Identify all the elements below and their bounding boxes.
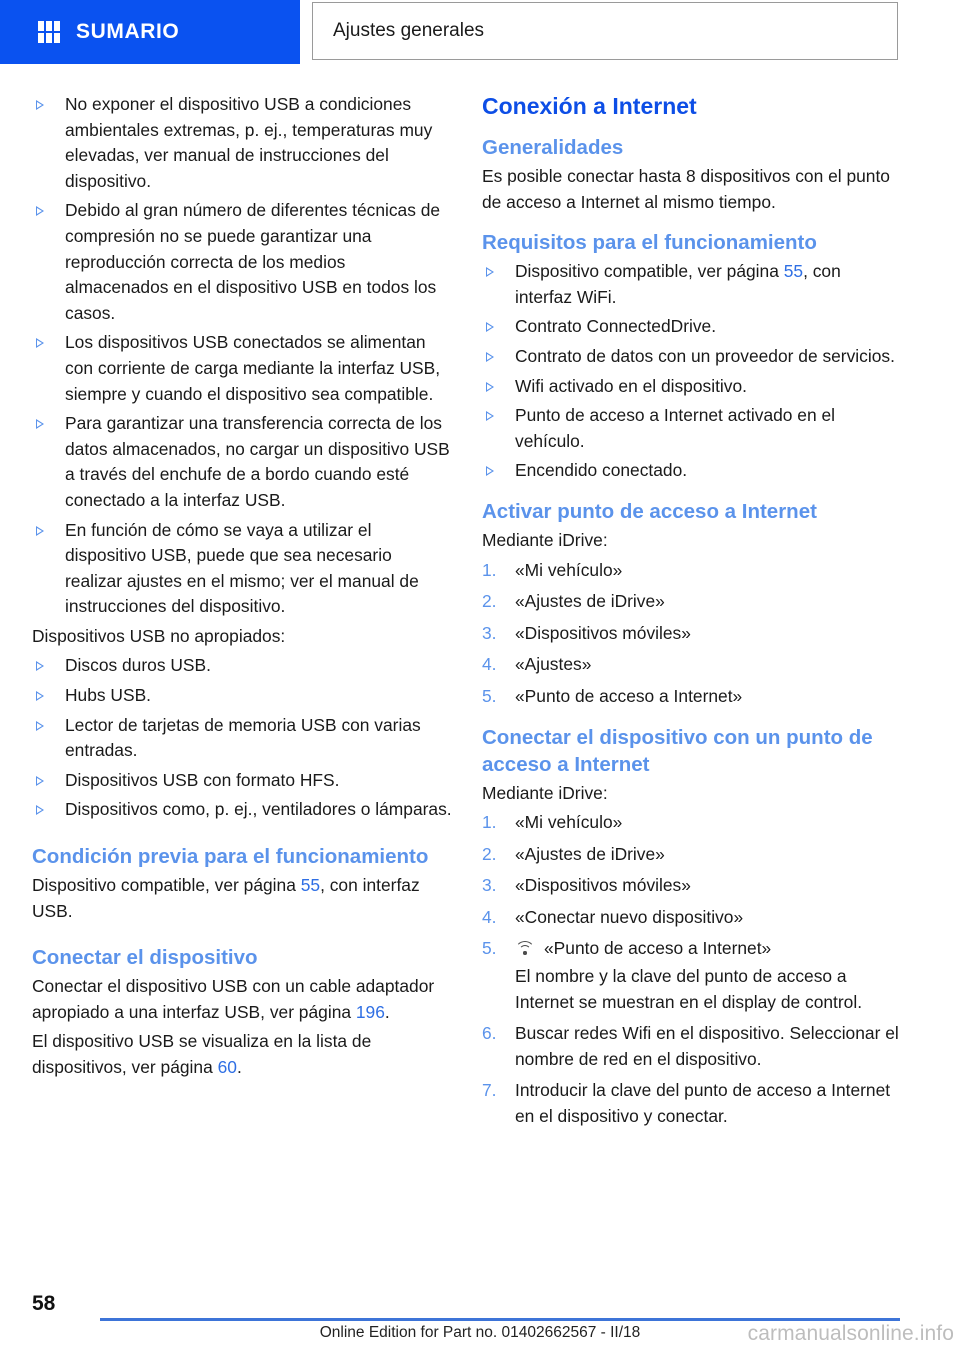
overview-paragraph: Es posible conectar hasta 8 dispositivos con el punto de acceso a Internet al mismo tiempo.: [482, 166, 890, 212]
list-item: [482, 810, 902, 836]
unsuitable-devices-list: [32, 653, 452, 823]
triangle-bullet-icon: [36, 526, 44, 536]
activate-intro: Mediante iDrive:: [482, 529, 608, 550]
list-item: [482, 259, 902, 310]
list-item: [482, 458, 902, 484]
step-number: 2.: [482, 591, 497, 612]
connect-device-paragraph: [32, 974, 452, 1025]
triangle-bullet-icon: [486, 267, 494, 277]
list-item-text: «Mi vehículo»: [515, 559, 623, 580]
list-item-text: Contrato ConnectedDrive.: [515, 316, 717, 337]
connect-device-heading: Conectar el dispositivo: [32, 946, 258, 970]
chapter-tab-label: Ajustes generales: [333, 20, 485, 41]
list-item: [482, 1078, 902, 1129]
list-item-text: Wifi activado en el dispositivo.: [515, 375, 747, 396]
usb-warning-list: [32, 92, 452, 620]
list-item: [32, 198, 452, 326]
activate-hotspot-heading: Activar punto de acceso a Internet: [482, 499, 817, 523]
wifi-icon: [515, 940, 535, 956]
list-item: [482, 558, 902, 584]
page-reference-link[interactable]: 60: [217, 1057, 237, 1077]
step-number: 1.: [482, 812, 497, 833]
step-number: 2.: [482, 843, 497, 864]
requirements-list: [482, 259, 902, 484]
list-item: [482, 652, 902, 678]
edition-note: Online Edition for Part no. 01402662567 - II/18: [319, 1324, 641, 1341]
step-number: 4.: [482, 906, 497, 927]
step-number: 4.: [482, 654, 497, 675]
list-item-text: Introducir la clave del punto de acceso a Internet en el dispositivo y conectar.: [515, 1080, 891, 1127]
list-item-text: «Ajustes»: [515, 654, 592, 675]
list-item: [482, 936, 902, 1015]
list-item-text: «Dispositivos móviles»: [515, 622, 691, 643]
step-number: 7.: [482, 1080, 497, 1101]
triangle-bullet-icon: [36, 776, 44, 786]
list-item: [32, 768, 452, 794]
pair-intro: Mediante iDrive:: [482, 782, 608, 803]
page-reference-link[interactable]: 55: [300, 875, 321, 896]
page-reference-link[interactable]: 55: [783, 261, 804, 282]
triangle-bullet-icon: [36, 691, 44, 701]
pair-steps-list: [482, 810, 902, 1130]
activate-steps-list: [482, 558, 902, 710]
summary-tab-label: SUMARIO: [76, 20, 180, 43]
list-item: [32, 92, 452, 194]
unsuitable-devices-intro: Dispositivos USB no apropiados:: [32, 625, 286, 646]
list-item-text: Discos duros USB.: [65, 655, 211, 676]
summary-tab[interactable]: [0, 0, 300, 64]
triangle-bullet-icon: [486, 466, 494, 476]
list-item: [32, 713, 452, 764]
list-item: [482, 589, 902, 615]
step-number: 5.: [482, 685, 497, 706]
right-column: [482, 92, 902, 1136]
triangle-bullet-icon: [36, 661, 44, 671]
precondition-heading: Condición previa para el funcionamiento: [32, 845, 429, 869]
list-item: [482, 684, 902, 710]
triangle-bullet-icon: [36, 100, 44, 110]
list-item-text: Encendido conectado.: [515, 460, 688, 481]
list-item-text: Debido al gran número de diferentes técnicas de compresión no se puede garantizar una reproducción correcta de los medios almacenados en el dispositivo USB en todos los casos.: [65, 200, 441, 323]
precondition-text-b: , con interfaz USB.: [32, 875, 420, 921]
watermark: carmanualsonline.info: [747, 1322, 954, 1345]
triangle-bullet-icon: [36, 805, 44, 815]
page-header: [0, 0, 960, 64]
list-item: [482, 403, 902, 454]
triangle-bullet-icon: [36, 419, 44, 429]
list-item: [32, 518, 452, 620]
list-item-text: «Dispositivos móviles»: [515, 875, 691, 896]
list-item: [482, 374, 902, 400]
left-column: [32, 92, 452, 1085]
list-item: [32, 683, 452, 709]
page-footer: [0, 1282, 960, 1362]
requirements-heading: Requisitos para el funcionamiento: [482, 231, 817, 255]
connect-text-b: .: [384, 1001, 390, 1022]
display-text-a: El dispositivo USB se visualiza en la lista de dispositivos, ver página: [32, 1031, 372, 1077]
triangle-bullet-icon: [36, 338, 44, 348]
step-number: 3.: [482, 622, 497, 643]
list-item: [482, 905, 902, 931]
requirement-text-a: Dispositivo compatible, ver página: [515, 261, 784, 282]
list-item: [32, 330, 452, 407]
list-item-text: «Conectar nuevo dispositivo»: [515, 906, 744, 927]
list-item: [482, 344, 902, 370]
list-item-text: Para garantizar una transferencia correcta de los datos almacenados, no cargar un dispositivo USB a través del enchufe de a bordo cuando esté conectado a la interfaz USB.: [65, 413, 450, 510]
triangle-bullet-icon: [486, 411, 494, 421]
list-item: [482, 621, 902, 647]
overview-heading: Generalidades: [482, 136, 624, 159]
list-item-text: Los dispositivos USB conectados se alimentan con corriente de carga mediante la interfaz USB, siempre y cuando el dispositivo sea compatible.: [65, 332, 441, 404]
precondition-text-a: Dispositivo compatible, ver página: [32, 875, 301, 896]
list-item: [482, 873, 902, 899]
triangle-bullet-icon: [486, 382, 494, 392]
triangle-bullet-icon: [486, 352, 494, 362]
page-title: Conexión a Internet: [482, 93, 697, 119]
list-item-text: En función de cómo se vaya a utilizar el dispositivo USB, puede que sea necesario realizar ajustes en el mismo; ver el manual de instrucciones del dispositivo.: [65, 519, 419, 617]
list-item-text: «Ajustes de iDrive»: [515, 843, 665, 864]
list-item: [32, 797, 452, 823]
triangle-bullet-icon: [36, 721, 44, 731]
list-item-text: «Punto de acceso a Internet»: [544, 938, 772, 959]
step-note: El nombre y la clave del punto de acceso a Internet se muestran en el display de control.: [515, 966, 863, 1012]
page-number: 58: [32, 1292, 56, 1315]
list-item-text: Hubs USB.: [65, 685, 152, 706]
list-item-text: Buscar redes Wifi en el dispositivo. Seleccionar el nombre de red en el dispositivo.: [515, 1023, 899, 1069]
precondition-paragraph: [32, 873, 452, 924]
pair-device-heading: Conectar el dispositivo con un punto de acceso a Internet: [482, 725, 873, 776]
footer-divider: [100, 1318, 900, 1321]
step-number: 5.: [482, 938, 497, 959]
list-item-text: Punto de acceso a Internet activado en el vehículo.: [515, 405, 836, 451]
step-number: 1.: [482, 559, 497, 580]
list-item-text: Contrato de datos con un proveedor de servicios.: [515, 345, 895, 366]
list-item-text: «Punto de acceso a Internet»: [515, 685, 743, 706]
grid-icon: [38, 21, 60, 43]
list-item: [482, 842, 902, 868]
chapter-tab[interactable]: [312, 2, 898, 60]
list-item-text: No exponer el dispositivo USB a condiciones ambientales extremas, p. ej., temperaturas muy elevadas, ver manual de instrucciones del dispositivo.: [65, 94, 433, 191]
triangle-bullet-icon: [36, 206, 44, 216]
list-item: [482, 314, 902, 340]
step-number: 3.: [482, 875, 497, 896]
display-text-b: .: [236, 1057, 242, 1077]
list-item-text: Dispositivos USB con formato HFS.: [65, 769, 340, 790]
triangle-bullet-icon: [486, 322, 494, 332]
device-display-paragraph: [32, 1029, 452, 1080]
connect-text-a: Conectar el dispositivo USB con un cable adaptador apropiado a una interfaz USB, ver página: [32, 976, 435, 1022]
page-reference-link[interactable]: 196: [355, 1001, 385, 1022]
step-number: 6.: [482, 1023, 497, 1044]
list-item: [32, 411, 452, 513]
list-item-text: «Mi vehículo»: [515, 812, 623, 833]
requirement-text-b: , con interfaz WiFi.: [515, 261, 841, 307]
list-item: [482, 1021, 902, 1072]
list-item: [32, 653, 452, 679]
list-item-text: «Ajustes de iDrive»: [515, 591, 665, 612]
list-item-text: Lector de tarjetas de memoria USB con varias entradas.: [65, 714, 421, 761]
list-item-text: Dispositivos como, p. ej., ventiladores o lámparas.: [65, 799, 452, 820]
